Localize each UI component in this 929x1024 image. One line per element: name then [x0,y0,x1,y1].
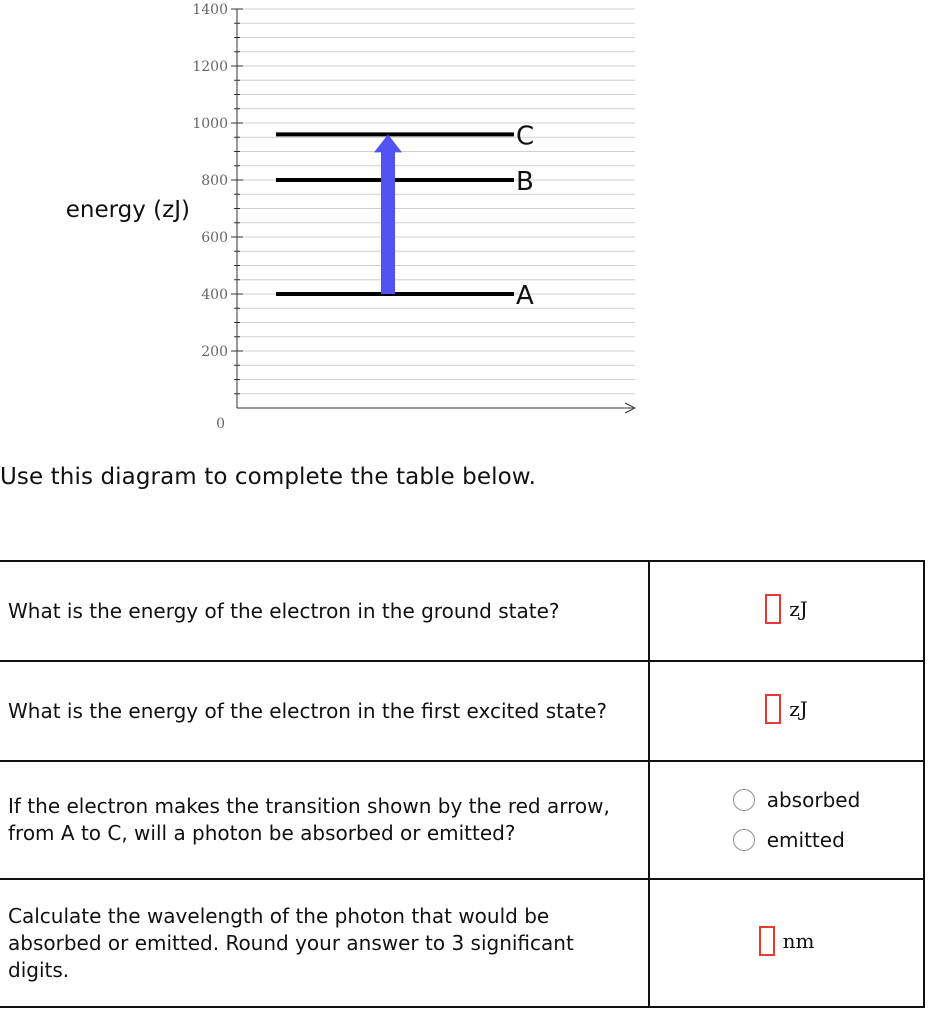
question-first-excited-state: What is the energy of the electron in the first excited state? [0,661,649,761]
radio-absorbed[interactable] [733,788,861,812]
energy-level-label: C [516,121,535,152]
table-row [0,661,924,761]
energy-level-label: A [516,281,534,311]
question-table [0,560,925,1008]
question-ground-state: What is the energy of the electron in the ground state? [0,561,649,661]
radio-circle[interactable] [733,829,755,851]
photon-radio-group [733,788,861,852]
radio-label-emitted: emitted [766,828,845,852]
y-ticks [192,2,243,432]
grid-lines [237,9,635,394]
unit-label: zJ [789,697,808,721]
wavelength-input[interactable] [759,926,775,956]
instruction-text: Use this diagram to complete the table below. [0,464,536,490]
y-axis-label: energy (zJ) [65,197,190,223]
y-tick-label: 1400 [192,2,228,18]
transition-arrow-shaft [381,150,395,294]
unit-label: nm [782,929,815,953]
y-tick-label: 0 [216,416,225,432]
answer-cell [649,761,924,879]
energy-level-diagram [0,0,929,450]
energy-level-label: B [516,167,534,197]
radio-emitted[interactable] [733,828,845,852]
unit-label: zJ [789,597,808,621]
y-tick-label: 1000 [192,116,228,132]
radio-label-absorbed: absorbed [766,788,861,812]
radio-circle[interactable] [733,789,755,811]
answer-cell [649,561,924,661]
y-tick-label: 400 [201,287,228,303]
y-tick-label: 600 [201,230,228,246]
answer-cell [649,661,924,761]
y-axis [237,9,635,413]
energy-levels [276,121,534,311]
excited-state-energy-input[interactable] [765,694,781,724]
question-absorbed-or-emitted: If the electron makes the transition shown by the red arrow, from A to C, will a photon be absorbed or emitted? [0,761,649,879]
y-tick-label: 800 [201,173,228,189]
table-row [0,761,924,879]
transition-arrow [374,134,402,294]
y-tick-label: 200 [201,344,228,360]
answer-cell [649,879,924,1007]
ground-state-energy-input[interactable] [765,594,781,624]
table-row [0,879,924,1007]
question-wavelength: Calculate the wavelength of the photon that would be absorbed or emitted. Round your answer to 3 significant digits. [0,879,649,1007]
y-tick-label: 1200 [192,59,228,75]
table-row [0,561,924,661]
